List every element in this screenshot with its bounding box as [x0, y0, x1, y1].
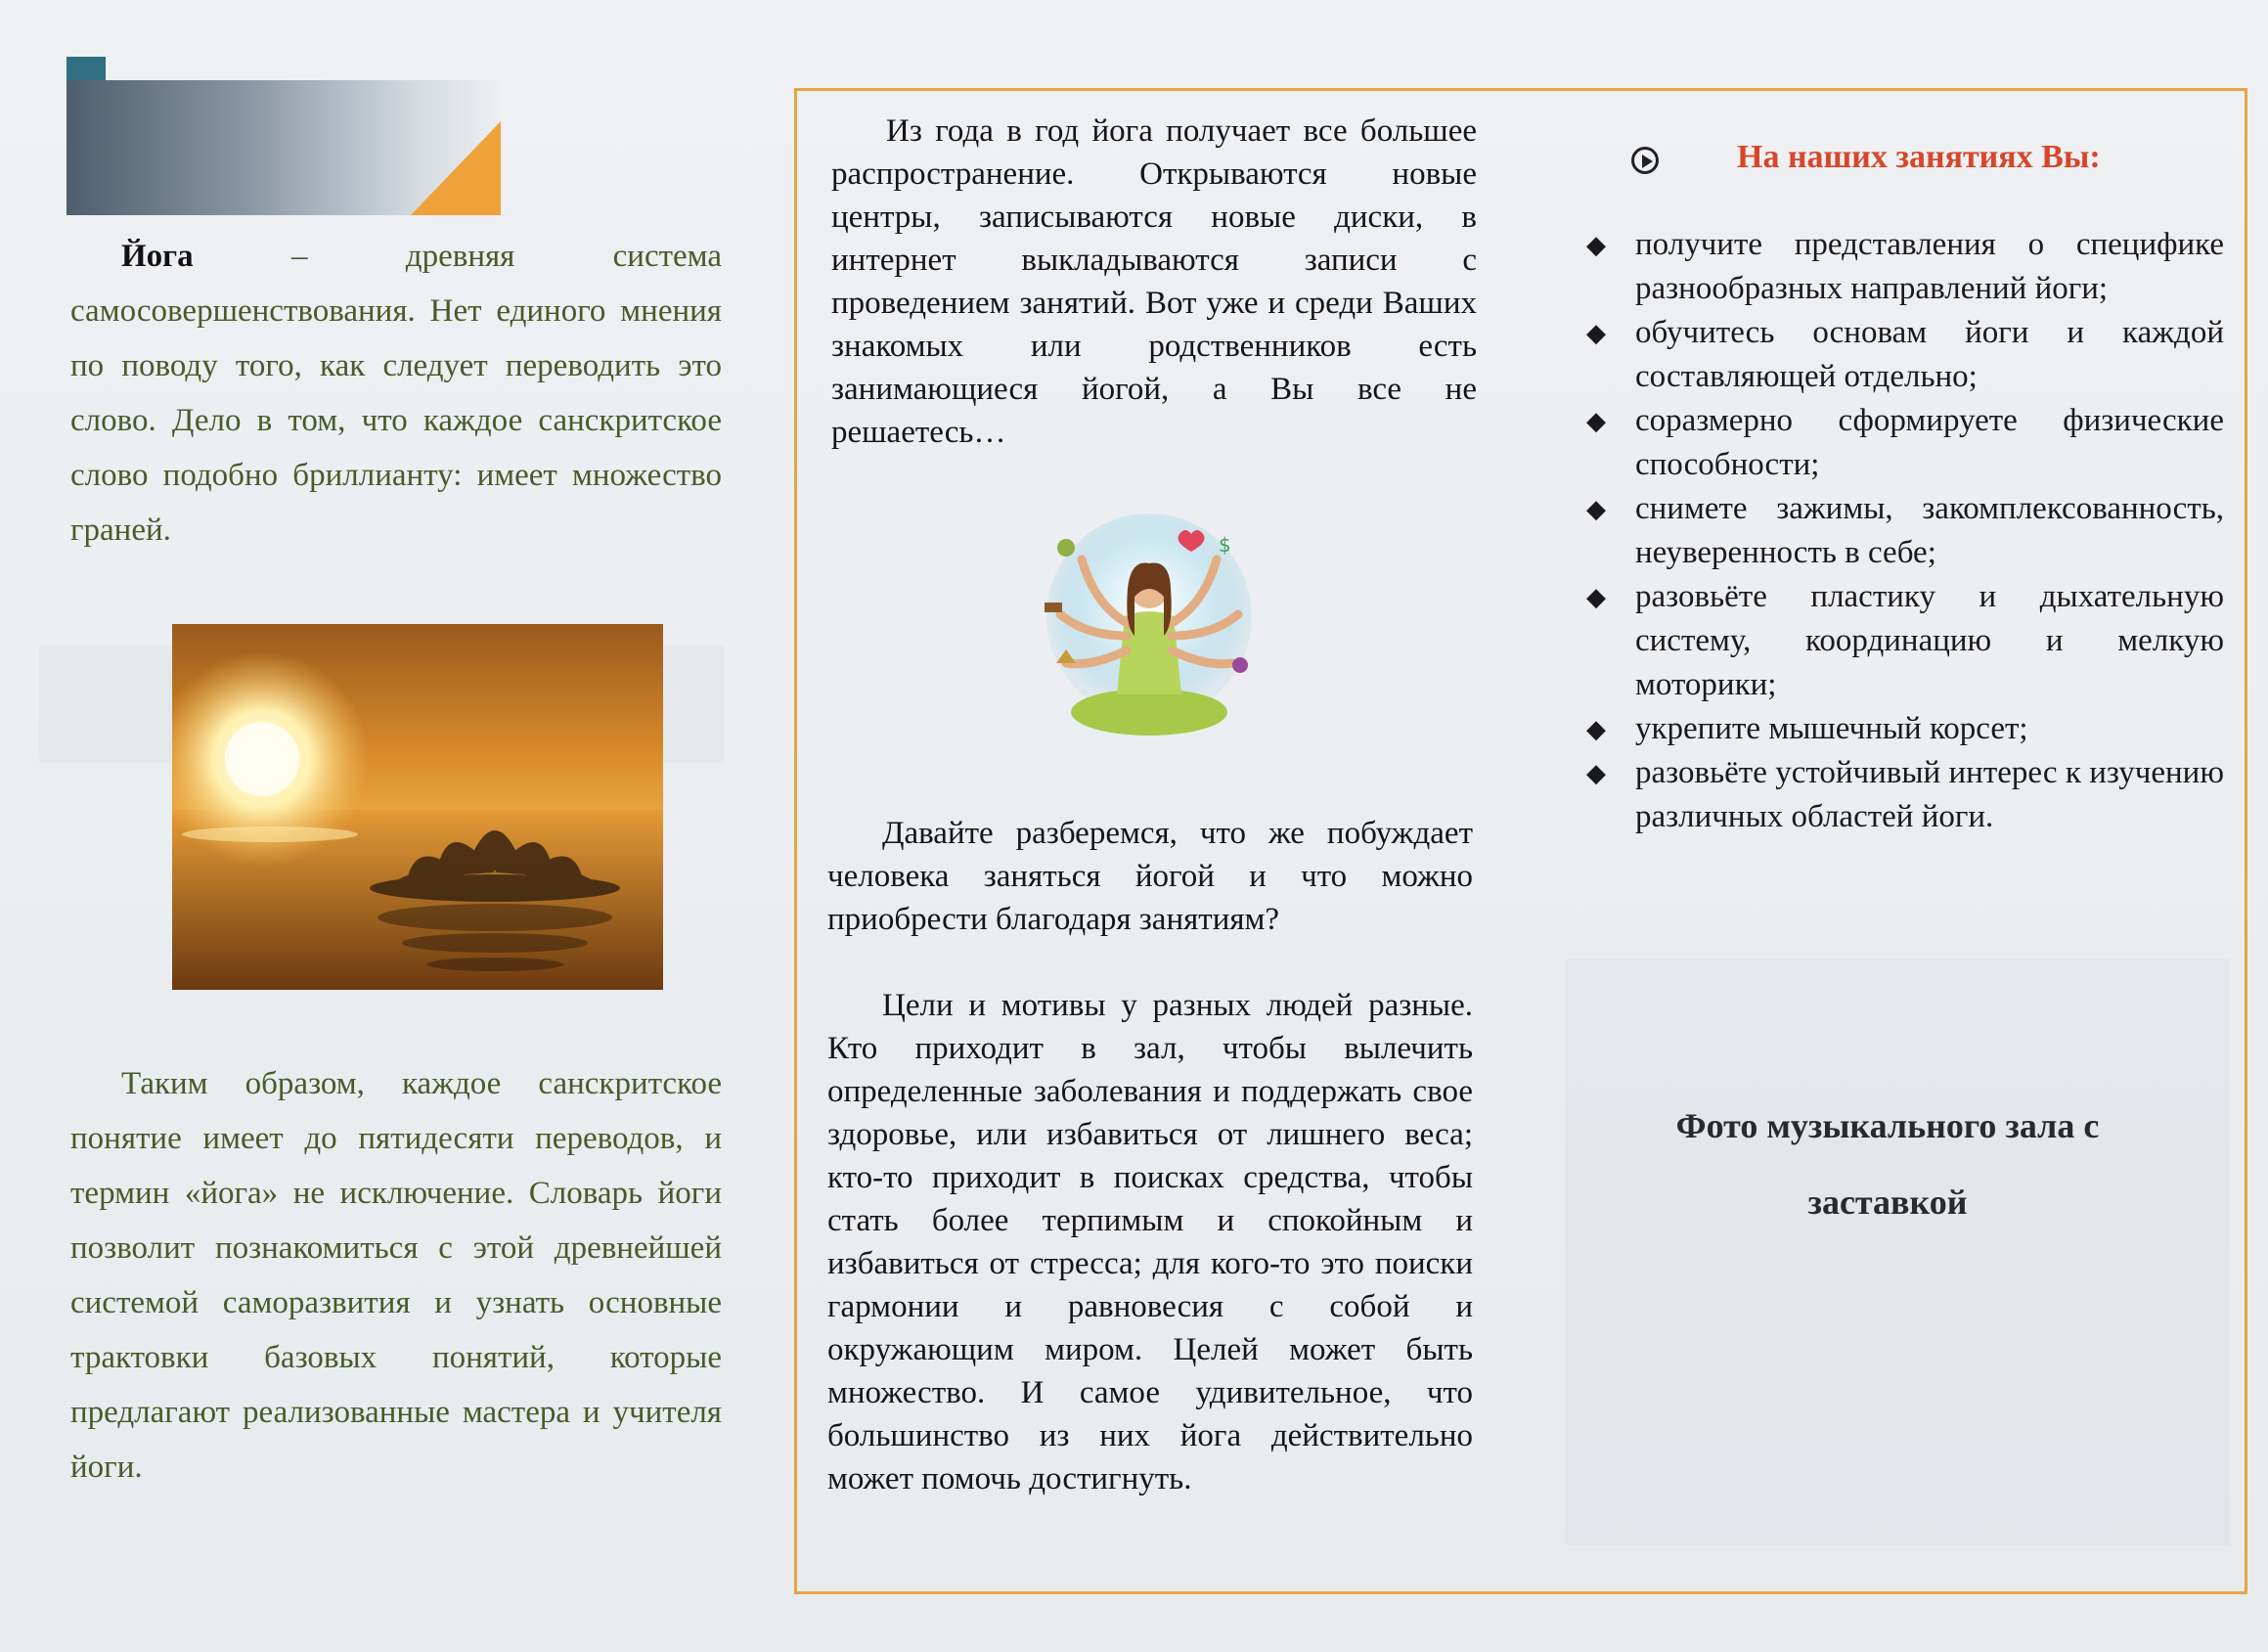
photo-caption-line-1: Фото музыкального зала с	[1675, 1106, 2100, 1145]
diamond-bullet-icon: ◆	[1586, 759, 1606, 787]
benefits-heading-text: На наших занятиях Вы:	[1737, 139, 2101, 175]
list-item-text: соразмерно сформируете физические способности;	[1635, 403, 2224, 482]
list-item-text: получите представления о специфике разнообразных направлений йоги;	[1635, 227, 2224, 306]
diamond-bullet-icon: ◆	[1586, 715, 1606, 743]
list-item-text: укрепите мышечный корсет;	[1635, 711, 2028, 746]
sunset-lotus-photo	[172, 624, 663, 990]
yoga-term: Йога	[121, 239, 194, 274]
question-paragraph: Давайте разберемся, что же побуждает человека заняться йогой и что можно приобрести благодаря занятиям?	[827, 816, 1473, 937]
photo-caption-line-2: заставкой	[1807, 1183, 1968, 1222]
intro-paragraph	[70, 229, 722, 558]
benefits-heading	[1629, 139, 2216, 176]
header-accent-triangle	[411, 121, 501, 215]
popularity-paragraph: Из года в год йога получает все большее распространение. Открываются новые центры, записываются новые диски, в интернет выкладываются записи с проведением занятий. Вот уже и среди Ваших знакомых или родственников есть занимающиеся йогой, а Вы все не решаетесь…	[831, 113, 1477, 450]
list-item	[1584, 751, 2224, 839]
benefits-list	[1584, 223, 2224, 839]
meditating-woman-illustration	[1027, 499, 1271, 763]
list-item	[1584, 223, 2224, 311]
list-item-text: разовьёте пластику и дыхательную систему, координацию и мелкую моторики;	[1635, 579, 2224, 702]
list-item	[1584, 575, 2224, 707]
list-item	[1584, 399, 2224, 487]
diamond-bullet-icon: ◆	[1586, 319, 1606, 347]
list-item-text: снимете зажимы, закомплексованность, неуверенность в себе;	[1635, 491, 2224, 570]
intro-text: – древняя система самосовершенствования. Нет единого мнения по поводу того, как следует переводить это слово. Дело в том, что каждое санскритское слово подобно бриллианту: имеет множество граней.	[70, 239, 722, 548]
list-item	[1584, 487, 2224, 575]
list-item-text: разовьёте устойчивый интерес к изучению различных областей йоги.	[1635, 755, 2224, 834]
list-item	[1584, 707, 2224, 751]
photo-placeholder-caption	[1604, 1088, 2171, 1240]
diamond-bullet-icon: ◆	[1586, 495, 1606, 523]
diamond-bullet-icon: ◆	[1586, 231, 1606, 259]
diamond-bullet-icon: ◆	[1586, 583, 1606, 611]
list-item-text: обучитесь основам йоги и каждой составляющей отдельно;	[1635, 315, 2224, 394]
conclusion-paragraph: Таким образом, каждое санскритское понятие имеет до пятидесяти переводов, и термин «йога» не исключение. Словарь йоги позволит познакомиться с этой древнейшей системой саморазвития и узнать основные трактовки базовых понятий, которые предлагают реализованные мастера и учителя йоги.	[70, 1066, 722, 1485]
list-item	[1584, 311, 2224, 399]
svg-text:$: $	[1219, 533, 1231, 557]
diamond-bullet-icon: ◆	[1586, 407, 1606, 435]
motives-paragraph: Цели и мотивы у разных людей разные. Кто приходит в зал, чтобы вылечить определенные заболевания и поддержать свое здоровье, или избавиться от лишнего веса; кто-то приходит в поисках средства, чтобы стать более терпимым и спокойным и избавиться от стресса; для кого-то это поиски гармонии и равновесия с собой и окружающим миром. Целей может быть множество. И самое удивительное, что большинство из них йога действительно может помочь достигнуть.	[827, 988, 1473, 1496]
